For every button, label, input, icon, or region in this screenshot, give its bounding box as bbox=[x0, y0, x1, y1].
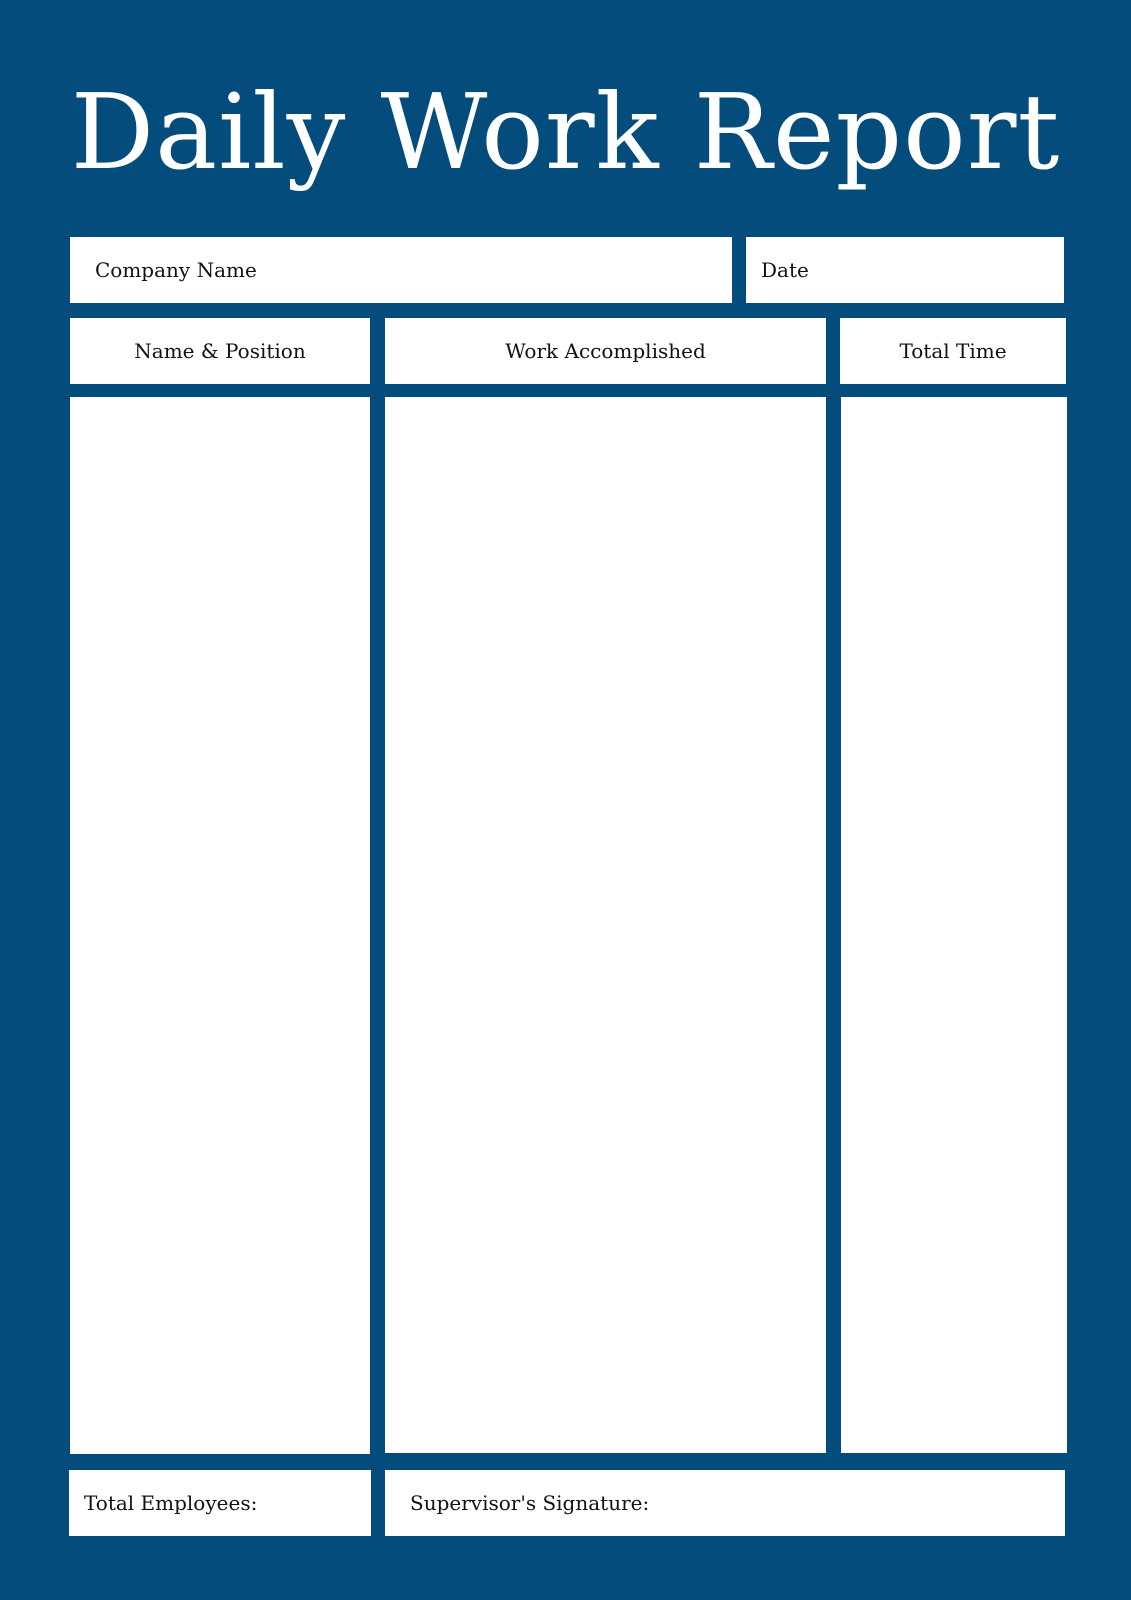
name-position-column-area[interactable] bbox=[70, 397, 370, 1454]
date-label: Date bbox=[761, 258, 809, 282]
total-employees-field[interactable] bbox=[69, 1470, 371, 1536]
total-employees-label: Total Employees: bbox=[84, 1491, 258, 1515]
company-name-label: Company Name bbox=[95, 258, 257, 282]
column-header-name-position-label: Name & Position bbox=[134, 339, 306, 363]
supervisor-signature-field[interactable] bbox=[385, 1470, 1065, 1536]
column-header-name-position bbox=[70, 318, 370, 384]
date-field[interactable] bbox=[746, 237, 1064, 303]
page-title: Daily Work Report bbox=[70, 71, 1061, 193]
column-header-work-accomplished-label: Work Accomplished bbox=[505, 339, 706, 363]
work-accomplished-column-area[interactable] bbox=[385, 397, 826, 1453]
company-name-field[interactable] bbox=[70, 237, 732, 303]
column-header-work-accomplished bbox=[385, 318, 826, 384]
total-time-column-area[interactable] bbox=[841, 397, 1067, 1453]
column-header-total-time-label: Total Time bbox=[899, 339, 1007, 363]
supervisor-signature-label: Supervisor's Signature: bbox=[410, 1491, 650, 1515]
column-header-total-time bbox=[840, 318, 1066, 384]
